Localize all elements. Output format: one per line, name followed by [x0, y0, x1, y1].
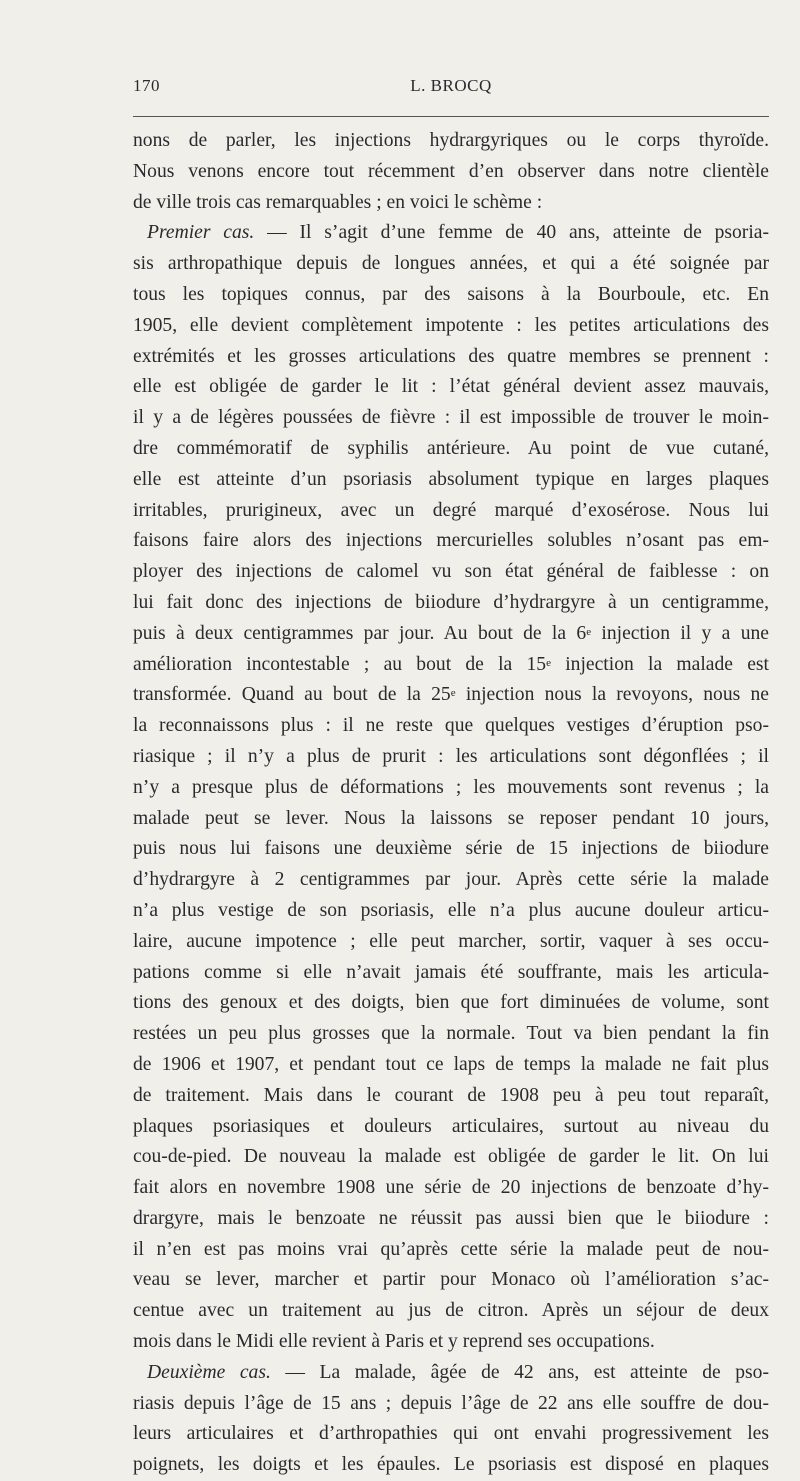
line-text-after: injection la malade est [550, 653, 769, 675]
text-line [133, 804, 769, 835]
line-text: drargyre, mais le benzoate ne réussit pas aussi bien que le biiodure : [133, 1207, 769, 1229]
line-text-after: injection il y a une [591, 622, 769, 644]
line-text: malade peut se lever. Nous la laissons se reposer pendant 10 jours, [133, 807, 769, 829]
text-line [133, 311, 769, 342]
text-line [133, 496, 769, 527]
text-line [133, 280, 769, 311]
text-line [133, 249, 769, 280]
line-text: 1905, elle devient complètement impotente : les petites articulations des [133, 314, 769, 336]
line-text: faisons faire alors des injections mercurielles solubles n’osant pas em- [133, 530, 769, 552]
text-line [133, 680, 769, 711]
line-text: nons de parler, les injections hydrargyriques ou le corps thyroïde. [133, 130, 769, 151]
line-text: lui fait donc des injections de biiodure d’hydrargyre à un centigramme, [133, 591, 769, 613]
line-text: sis arthropathique depuis de longues années, et qui a été soignée par [133, 253, 769, 275]
text-line [133, 1019, 769, 1050]
line-text: puis à deux centigrammes par jour. Au bout de la 6 [133, 622, 587, 644]
text-line [133, 650, 769, 681]
line-text: il y a de légères poussées de fièvre : il est impossible de trouver le moin- [133, 407, 769, 429]
line-text: n’y a presque plus de déformations ; les mouvements sont revenus ; la [133, 776, 769, 798]
text-line [133, 1450, 769, 1481]
line-text: elle est obligée de garder le lit : l’état général devient assez mauvais, [133, 376, 769, 398]
text-line [133, 1265, 769, 1296]
line-text: — La malade, âgée de 42 ans, est atteinte de pso- [270, 1361, 769, 1383]
text-line [133, 588, 769, 619]
line-text: il n’en est pas moins vrai qu’après cette série la malade peut de nou- [133, 1238, 769, 1260]
text-line [133, 958, 769, 989]
text-line [133, 1389, 769, 1420]
line-text: centue avec un traitement au jus de citron. Après un séjour de deux [133, 1300, 769, 1322]
text-line [133, 1050, 769, 1081]
line-text: transformée. Quand au bout de la 25 [133, 684, 451, 706]
line-text: laire, aucune impotence ; elle peut marcher, sortir, vaquer à ses occu- [133, 930, 769, 952]
text-line [133, 1112, 769, 1143]
ordinal-superscript: e [450, 687, 456, 700]
ordinal-superscript: e [546, 656, 551, 669]
running-title-author: L. BROCQ [410, 76, 492, 95]
case-heading: Deuxième cas. [147, 1361, 271, 1383]
line-text: fait alors en novembre 1908 une série de 20 injections de benzoate d’hy- [133, 1177, 769, 1199]
line-text: plaques psoriasiques et douleurs articulaires, surtout au niveau du [133, 1115, 769, 1137]
line-text: d’hydrargyre à 2 centigrammes par jour. Après cette série la malade [133, 869, 769, 891]
header-rule [133, 116, 769, 117]
line-text: Nous venons encore tout récemment d’en observer dans notre clientèle [133, 160, 769, 182]
line-text: riasique ; il n’y a plus de prurit : les articulations sont dégonflées ; il [133, 745, 769, 767]
text-line [133, 434, 769, 465]
text-line [133, 742, 769, 773]
running-header [133, 76, 769, 106]
text-line [133, 1142, 769, 1173]
line-text: extrémités et les grosses articulations des quatre membres se prennent : [133, 345, 769, 367]
text-line [133, 834, 769, 865]
body-text [133, 126, 769, 1481]
line-text: amélioration incontestable ; au bout de la 15 [133, 653, 547, 675]
text-line [133, 403, 769, 434]
line-text: restées un peu plus grosses que la normale. Tout va bien pendant la fin [133, 1023, 769, 1045]
text-line [133, 342, 769, 373]
text-line [133, 218, 769, 249]
line-text: de ville trois cas remarquables ; en voici le schème : [133, 191, 543, 213]
line-text: n’a plus vestige de son psoriasis, elle n’a plus aucune douleur articu- [133, 899, 769, 921]
line-text: veau se lever, marcher et partir pour Monaco où l’amélioration s’ac- [133, 1269, 769, 1291]
line-text: tous les topiques connus, par des saisons à la Bourboule, etc. En [133, 283, 769, 305]
line-text: riasis depuis l’âge de 15 ans ; depuis l’âge de 22 ans elle souffre de dou- [133, 1392, 769, 1414]
line-text: cou-de-pied. De nouveau la malade est obligée de garder le lit. On lui [133, 1146, 769, 1168]
text-line [133, 1173, 769, 1204]
line-text: irritables, prurigineux, avec un degré marqué d’exosérose. Nous lui [133, 499, 769, 521]
text-line [133, 711, 769, 742]
line-text-after: injection nous la revoyons, nous ne [455, 684, 769, 706]
text-line [133, 1358, 769, 1389]
text-line [133, 988, 769, 1019]
case-heading: Premier cas. [147, 222, 255, 244]
text-line [133, 1235, 769, 1266]
line-text: elle est atteinte d’un psoriasis absolument typique en larges plaques [133, 468, 769, 490]
text-line [133, 1419, 769, 1450]
line-text: pations comme si elle n’avait jamais été souffrante, mais les articula- [133, 961, 769, 983]
text-line [133, 896, 769, 927]
text-line [133, 1296, 769, 1327]
text-line [133, 773, 769, 804]
text-line [133, 1081, 769, 1112]
ordinal-superscript: e [586, 625, 592, 638]
line-text: de traitement. Mais dans le courant de 1908 peu à peu tout reparaît, [133, 1084, 769, 1106]
text-line [133, 465, 769, 496]
text-line [133, 126, 769, 157]
line-text: dre commémoratif de syphilis antérieure. Au point de vue cutané, [133, 437, 769, 459]
line-text: puis nous lui faisons une deuxième série de 15 injections de biiodure [133, 838, 769, 860]
text-line [133, 619, 769, 650]
line-text: ployer des injections de calomel vu son état général de faiblesse : on [133, 561, 769, 583]
text-line [133, 157, 769, 188]
line-text: de 1906 et 1907, et pendant tout ce laps de temps la malade ne fait plus [133, 1053, 769, 1075]
line-text: leurs articulaires et d’arthropathies qui ont envahi progressivement les [133, 1423, 769, 1445]
page-number: 170 [133, 76, 160, 95]
text-line [133, 1204, 769, 1235]
text-line [133, 526, 769, 557]
line-text: — Il s’agit d’une femme de 40 ans, atteinte de psoria- [254, 222, 769, 244]
line-text: la reconnaissons plus : il ne reste que quelques vestiges d’éruption pso- [133, 715, 769, 737]
line-text: mois dans le Midi elle revient à Paris et y reprend ses occupations. [133, 1331, 655, 1353]
text-line [133, 372, 769, 403]
text-line [133, 927, 769, 958]
text-line [133, 1327, 769, 1358]
text-line [133, 865, 769, 896]
line-text: poignets, les doigts et les épaules. Le psoriasis est disposé en plaques [133, 1454, 769, 1476]
text-line [133, 188, 769, 219]
text-line [133, 557, 769, 588]
line-text: tions des genoux et des doigts, bien que fort diminuées de volume, sont [133, 992, 769, 1014]
